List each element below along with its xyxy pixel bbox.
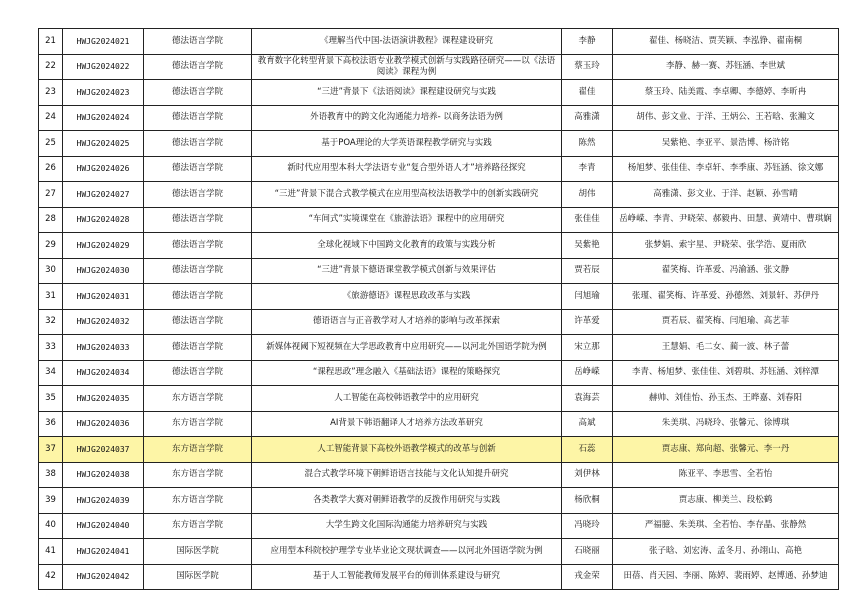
project-leader: 吴紫艳 bbox=[562, 233, 613, 259]
project-title: 新时代应用型本科大学法语专业“复合型外语人才”培养路径探究 bbox=[252, 156, 562, 182]
table-row bbox=[39, 258, 839, 284]
row-number: 23 bbox=[39, 80, 63, 106]
row-number: 28 bbox=[39, 207, 63, 233]
college-name: 德法语言学院 bbox=[144, 309, 252, 335]
project-leader: 石蕊 bbox=[562, 437, 613, 463]
project-code: HWJG2024029 bbox=[63, 233, 144, 259]
project-members: 张子晗、刘宏涛、孟冬月、孙翊山、高艳 bbox=[613, 539, 839, 565]
project-title: 应用型本科院校护理学专业毕业论文现状调查——以河北外国语学院为例 bbox=[252, 539, 562, 565]
project-members: 赫帅、刘佳怡、孙玉杰、王晔嘉、刘春阳 bbox=[613, 386, 839, 412]
project-title: “三进”背景下混合式教学模式在应用型高校法语教学中的创新实践研究 bbox=[252, 182, 562, 208]
project-leader: 许革爱 bbox=[562, 309, 613, 335]
project-code: HWJG2024040 bbox=[63, 513, 144, 539]
project-members: 杨旭梦、张佳佳、李卓轩、李季康、苏钰涵、徐文娜 bbox=[613, 156, 839, 182]
project-code: HWJG2024034 bbox=[63, 360, 144, 386]
project-title: 全球化视域下中国跨文化教育的政策与实践分析 bbox=[252, 233, 562, 259]
college-name: 东方语言学院 bbox=[144, 411, 252, 437]
row-number: 32 bbox=[39, 309, 63, 335]
table-row bbox=[39, 182, 839, 208]
project-members: 蔡玉玲、陆美霞、李卓卿、李德婷、李昕冉 bbox=[613, 80, 839, 106]
row-number: 25 bbox=[39, 131, 63, 157]
project-title: 各类教学大赛对朝鲜语教学的反拨作用研究与实践 bbox=[252, 488, 562, 514]
college-name: 德法语言学院 bbox=[144, 80, 252, 106]
table-row bbox=[39, 54, 839, 80]
project-code: HWJG2024030 bbox=[63, 258, 144, 284]
project-title: 基于POA理论的大学英语课程教学研究与实践 bbox=[252, 131, 562, 157]
project-members: 张梦娟、索宇星、尹晓荣、张学浩、夏雨欣 bbox=[613, 233, 839, 259]
college-name: 东方语言学院 bbox=[144, 386, 252, 412]
college-name: 德法语言学院 bbox=[144, 156, 252, 182]
project-code: HWJG2024025 bbox=[63, 131, 144, 157]
project-code: HWJG2024031 bbox=[63, 284, 144, 310]
table-row bbox=[39, 411, 839, 437]
college-name: 德法语言学院 bbox=[144, 335, 252, 361]
project-code: HWJG2024042 bbox=[63, 564, 144, 590]
row-number: 39 bbox=[39, 488, 63, 514]
college-name: 德法语言学院 bbox=[144, 233, 252, 259]
project-title: “课程思政”理念融入《基础法语》课程的策略探究 bbox=[252, 360, 562, 386]
project-code: HWJG2024041 bbox=[63, 539, 144, 565]
project-code: HWJG2024035 bbox=[63, 386, 144, 412]
project-title: 德语语言与正音教学对人才培养的影响与改革探索 bbox=[252, 309, 562, 335]
project-leader: 岳峥嵘 bbox=[562, 360, 613, 386]
table-row bbox=[39, 309, 839, 335]
project-leader: 李静 bbox=[562, 29, 613, 55]
project-members: 王慧娟、毛二女、蔺一波、林子蕾 bbox=[613, 335, 839, 361]
project-members: 胡伟、彭文业、于洋、王炳公、王若晗、张瀚文 bbox=[613, 105, 839, 131]
college-name: 德法语言学院 bbox=[144, 105, 252, 131]
project-members: 翟笑梅、许革爱、冯渝涵、张文静 bbox=[613, 258, 839, 284]
project-leader: 高斌 bbox=[562, 411, 613, 437]
table-row bbox=[39, 335, 839, 361]
college-name: 德法语言学院 bbox=[144, 284, 252, 310]
college-name: 德法语言学院 bbox=[144, 131, 252, 157]
row-number: 42 bbox=[39, 564, 63, 590]
row-number: 24 bbox=[39, 105, 63, 131]
project-title: 教育数字化转型背景下高校法语专业教学模式创新与实践路径研究——以《法语阅读》课程为例 bbox=[252, 54, 562, 80]
project-leader: 刘伊林 bbox=[562, 462, 613, 488]
project-leader: 戎金荣 bbox=[562, 564, 613, 590]
row-number: 37 bbox=[39, 437, 63, 463]
project-title: 基于人工智能教师发展平台的师训体系建设与研究 bbox=[252, 564, 562, 590]
college-name: 德法语言学院 bbox=[144, 207, 252, 233]
project-members: 岳峥嵘、李青、尹晓荣、郝毅冉、田慧、黄靖中、曹琪娴 bbox=[613, 207, 839, 233]
project-members: 朱美琪、冯晓玲、张馨元、徐博琪 bbox=[613, 411, 839, 437]
table-row bbox=[39, 513, 839, 539]
project-leader: 冯晓玲 bbox=[562, 513, 613, 539]
project-title: 人工智能背景下高校外语教学模式的改革与创新 bbox=[252, 437, 562, 463]
project-title: 外语教育中的跨文化沟通能力培养- 以商务法语为例 bbox=[252, 105, 562, 131]
project-title: 《理解当代中国-法语演讲教程》课程建设研究 bbox=[252, 29, 562, 55]
project-list-sheet bbox=[38, 28, 838, 590]
row-number: 26 bbox=[39, 156, 63, 182]
project-members: 贾志康、柳美兰、段松鹤 bbox=[613, 488, 839, 514]
row-number: 30 bbox=[39, 258, 63, 284]
table-row bbox=[39, 284, 839, 310]
project-leader: 陈然 bbox=[562, 131, 613, 157]
project-members: 严福臆、朱美琪、全若怡、李存晶、张静然 bbox=[613, 513, 839, 539]
project-members: 吴紫艳、李亚平、景浩博、杨浒铭 bbox=[613, 131, 839, 157]
row-number: 34 bbox=[39, 360, 63, 386]
college-name: 德法语言学院 bbox=[144, 360, 252, 386]
college-name: 东方语言学院 bbox=[144, 513, 252, 539]
table-row bbox=[39, 131, 839, 157]
project-code: HWJG2024023 bbox=[63, 80, 144, 106]
row-number: 33 bbox=[39, 335, 63, 361]
table-row bbox=[39, 207, 839, 233]
project-code: HWJG2024037 bbox=[63, 437, 144, 463]
project-leader: 闫旭瑜 bbox=[562, 284, 613, 310]
project-leader: 袁海芸 bbox=[562, 386, 613, 412]
project-code: HWJG2024036 bbox=[63, 411, 144, 437]
college-name: 东方语言学院 bbox=[144, 437, 252, 463]
table-row bbox=[39, 360, 839, 386]
row-number: 36 bbox=[39, 411, 63, 437]
project-leader: 杨欣桐 bbox=[562, 488, 613, 514]
project-members: 李静、赫一赛、苏钰涵、李世斌 bbox=[613, 54, 839, 80]
project-code: HWJG2024039 bbox=[63, 488, 144, 514]
table-row bbox=[39, 437, 839, 463]
college-name: 东方语言学院 bbox=[144, 462, 252, 488]
project-members: 张瑾、翟笑梅、许革爱、孙德然、刘景轩、苏伊丹 bbox=[613, 284, 839, 310]
table-row bbox=[39, 488, 839, 514]
row-number: 35 bbox=[39, 386, 63, 412]
project-members: 翟佳、杨晓洁、贾芙颖、李泓铮、翟南桐 bbox=[613, 29, 839, 55]
project-leader: 高雅潇 bbox=[562, 105, 613, 131]
table-row bbox=[39, 564, 839, 590]
project-code: HWJG2024032 bbox=[63, 309, 144, 335]
project-code: HWJG2024024 bbox=[63, 105, 144, 131]
table-row bbox=[39, 80, 839, 106]
college-name: 国际医学院 bbox=[144, 539, 252, 565]
project-members: 陈亚平、李思雪、全若怡 bbox=[613, 462, 839, 488]
project-leader: 李青 bbox=[562, 156, 613, 182]
college-name: 国际医学院 bbox=[144, 564, 252, 590]
project-title: 大学生跨文化国际沟通能力培养研究与实践 bbox=[252, 513, 562, 539]
college-name: 德法语言学院 bbox=[144, 258, 252, 284]
project-leader: 贾若辰 bbox=[562, 258, 613, 284]
project-title: 新媒体视阈下短视频在大学思政教育中应用研究——以河北外国语学院为例 bbox=[252, 335, 562, 361]
project-members: 李青、杨旭梦、张佳佳、刘碧琪、苏钰涵、刘梓潭 bbox=[613, 360, 839, 386]
project-leader: 张佳佳 bbox=[562, 207, 613, 233]
project-code: HWJG2024026 bbox=[63, 156, 144, 182]
project-code: HWJG2024028 bbox=[63, 207, 144, 233]
row-number: 38 bbox=[39, 462, 63, 488]
project-members: 田蓓、肖天园、李丽、陈婷、裴雨婷、赵博通、孙梦迪 bbox=[613, 564, 839, 590]
college-name: 德法语言学院 bbox=[144, 182, 252, 208]
row-number: 31 bbox=[39, 284, 63, 310]
row-number: 40 bbox=[39, 513, 63, 539]
project-title: 混合式教学环境下朝鲜语语言技能与文化认知提升研究 bbox=[252, 462, 562, 488]
project-title: 人工智能在高校韩语教学中的应用研究 bbox=[252, 386, 562, 412]
table-row bbox=[39, 105, 839, 131]
table-row bbox=[39, 462, 839, 488]
row-number: 41 bbox=[39, 539, 63, 565]
row-number: 27 bbox=[39, 182, 63, 208]
table-row bbox=[39, 233, 839, 259]
college-name: 德法语言学院 bbox=[144, 29, 252, 55]
table-body bbox=[39, 29, 839, 590]
project-members: 高雅潇、彭文业、于洋、赵颖、孙雪晴 bbox=[613, 182, 839, 208]
project-leader: 翟佳 bbox=[562, 80, 613, 106]
project-title: “三进”背景下德语课堂教学模式创新与效果评估 bbox=[252, 258, 562, 284]
table-row bbox=[39, 539, 839, 565]
project-code: HWJG2024022 bbox=[63, 54, 144, 80]
project-title: 《旅游德语》课程思政改革与实践 bbox=[252, 284, 562, 310]
college-name: 东方语言学院 bbox=[144, 488, 252, 514]
project-title: AI背景下韩语翻译人才培养方法改革研究 bbox=[252, 411, 562, 437]
project-title: “车间式”实境课堂在《旅游法语》课程中的应用研究 bbox=[252, 207, 562, 233]
table-row bbox=[39, 386, 839, 412]
college-name: 德法语言学院 bbox=[144, 54, 252, 80]
project-title: “三进”背景下《法语阅读》课程建设研究与实践 bbox=[252, 80, 562, 106]
project-leader: 石晓丽 bbox=[562, 539, 613, 565]
row-number: 21 bbox=[39, 29, 63, 55]
project-leader: 蔡玉玲 bbox=[562, 54, 613, 80]
project-code: HWJG2024033 bbox=[63, 335, 144, 361]
project-leader: 宋立那 bbox=[562, 335, 613, 361]
table-row bbox=[39, 29, 839, 55]
row-number: 22 bbox=[39, 54, 63, 80]
project-members: 贾若辰、翟笑梅、闫旭瑜、高艺菲 bbox=[613, 309, 839, 335]
row-number: 29 bbox=[39, 233, 63, 259]
project-code: HWJG2024038 bbox=[63, 462, 144, 488]
project-table bbox=[38, 28, 839, 590]
project-members: 贾志康、郑向超、张馨元、李一丹 bbox=[613, 437, 839, 463]
project-leader: 胡伟 bbox=[562, 182, 613, 208]
table-row bbox=[39, 156, 839, 182]
project-code: HWJG2024027 bbox=[63, 182, 144, 208]
project-code: HWJG2024021 bbox=[63, 29, 144, 55]
